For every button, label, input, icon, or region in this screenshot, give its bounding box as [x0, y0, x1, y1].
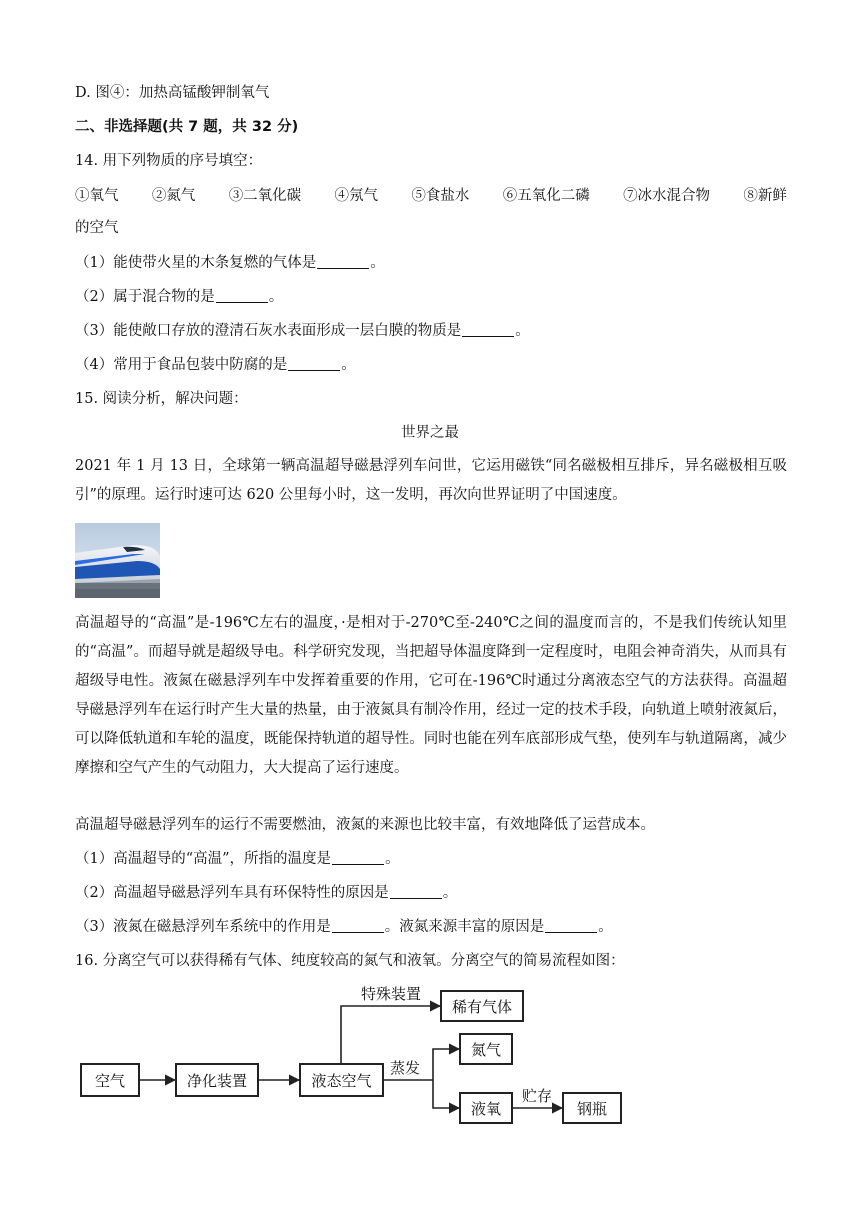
node-cylinder: [563, 1093, 621, 1123]
node-rare-gas: [441, 991, 523, 1021]
q14-sub1: [75, 253, 385, 273]
q14-options-wrap: 的空气: [75, 220, 119, 236]
q14-option: ⑤食盐水: [411, 188, 470, 204]
svg-text:钢瓶: 钢瓶: [576, 1100, 608, 1118]
svg-text:氮气: 氮气: [470, 1041, 502, 1059]
svg-text:稀有气体: 稀有气体: [451, 998, 513, 1016]
answer-blank[interactable]: [332, 850, 384, 865]
svg-text:净化装置: 净化装置: [186, 1072, 248, 1090]
section-heading: 二、非选择题(共 7 题，共 32 分): [75, 119, 299, 135]
answer-blank[interactable]: [545, 918, 597, 933]
q14-sub1-text: （1）能使带火星的木条复燃的气体是: [75, 255, 317, 271]
q14-sub2-text: （2）属于混合物的是: [75, 289, 215, 305]
q14-option: ②氮气: [151, 188, 196, 204]
q15-sub3-text-b: 。液氮来源丰富的原因是: [384, 919, 545, 935]
air-separation-flowchart: [75, 982, 635, 1132]
q15-sub2-text: （2）高温超导磁悬浮列车具有环保特性的原因是: [75, 885, 389, 901]
arrow-liquid-air-rare-gas: [341, 1006, 440, 1064]
q13-option-d: D. 图④：加热高锰酸钾制氧气: [75, 85, 270, 101]
node-liquid-oxygen: [460, 1093, 512, 1123]
q15-sub1: [75, 849, 400, 869]
q14-options: [75, 184, 787, 205]
article-paragraph-2: 高温超导的“高温”是-196℃左右的温度，·是相对于-270℃至-240℃之间的温度而言的，不是我们传统认知里的“高温”。而超导就是超级导电。科学研究发现，当把超导体温度降到一定程度时，电阻会神奇消失，从而具有超级导电性。液氮在磁悬浮列车中发挥着重要的作用，它可在-196℃时通过分离液态空气的方法获得。高温超导磁悬浮列车在运行时产生大量的热量，由于液氮具有制冷作用，经过一定的技术手段，向轨道上喷射液氮后，可以降低轨道和车轮的温度，既能保持轨道的超导性。同时也能在列车底部形成气垫，使列车与轨道隔离，减少摩擦和空气产生的气动阻力，大大提高了运行速度。: [75, 615, 787, 776]
q14-option: ①氧气: [75, 188, 119, 204]
period: 。: [341, 357, 356, 373]
q15-stem: 15. 阅读分析，解决问题：: [75, 391, 248, 407]
maglev-train-photo: [75, 523, 160, 598]
q15-sub1-text: （1）高温超导的“高温”，所指的温度是: [75, 851, 332, 867]
q14-sub4: [75, 355, 356, 375]
node-nitrogen: [460, 1034, 512, 1064]
article-paragraph-1: 2021 年 1 月 13 日，全球第一辆高温超导磁悬浮列车问世，它运用磁铁“同名磁极相互排斥，异名磁极相互吸引”的原理。运行时速可达 620 公里每小时，这一发明，再次向世界证明了中国速度。: [75, 458, 787, 503]
q14-option: ③二氧化碳: [228, 188, 302, 204]
q14-stem: 14. 用下列物质的序号填空：: [75, 153, 263, 169]
period: 。: [370, 255, 385, 271]
svg-text:空气: 空气: [94, 1072, 126, 1090]
arrow-to-liquid-oxygen: [433, 1080, 459, 1108]
q14-option: ⑧新鲜: [743, 188, 787, 204]
svg-text:液态空气: 液态空气: [311, 1072, 372, 1090]
q15-sub2: [75, 883, 457, 903]
q14-option: ⑦冰水混合物: [623, 188, 711, 204]
label-store: 贮存: [521, 1087, 553, 1105]
article-paragraph-3: 高温超导磁悬浮列车的运行不需要燃油，液氮的来源也比较丰富，有效地降低了运营成本。: [75, 817, 655, 833]
q14-sub3: [75, 321, 530, 341]
node-air: [81, 1064, 139, 1096]
q14-sub2: [75, 287, 283, 307]
svg-text:液氧: 液氧: [470, 1100, 502, 1118]
answer-blank[interactable]: [216, 288, 268, 303]
period: 。: [598, 919, 613, 935]
period: 。: [442, 885, 458, 901]
period: 。: [515, 323, 530, 339]
q16-stem: 16. 分离空气可以获得稀有气体、纯度较高的氮气和液氧。分离空气的简易流程如图：: [75, 953, 625, 969]
answer-blank[interactable]: [462, 322, 514, 337]
period: 。: [268, 289, 284, 305]
answer-blank[interactable]: [288, 356, 340, 371]
answer-blank[interactable]: [390, 884, 442, 899]
q14-option: ⑥五氧化二磷: [502, 188, 590, 204]
q14-sub3-text: （3）能使敞口存放的澄清石灰水表面形成一层白膜的物质是: [75, 323, 462, 339]
answer-blank[interactable]: [317, 254, 369, 269]
article-title: 世界之最: [401, 425, 459, 441]
node-liquid-air: [300, 1064, 383, 1096]
period: 。: [385, 851, 400, 867]
label-evaporate: 蒸发: [389, 1059, 421, 1077]
label-special-device: 特殊装置: [360, 985, 422, 1003]
arrow-to-nitrogen: [433, 1049, 459, 1080]
q14-sub4-text: （4）常用于食品包装中防腐的是: [75, 357, 288, 373]
q15-sub3-text-a: （3）液氮在磁悬浮列车系统中的作用是: [75, 919, 331, 935]
answer-blank[interactable]: [332, 918, 384, 933]
q15-sub3: [75, 917, 613, 937]
node-purify: [176, 1064, 258, 1096]
q14-option: ④氖气: [334, 188, 379, 204]
